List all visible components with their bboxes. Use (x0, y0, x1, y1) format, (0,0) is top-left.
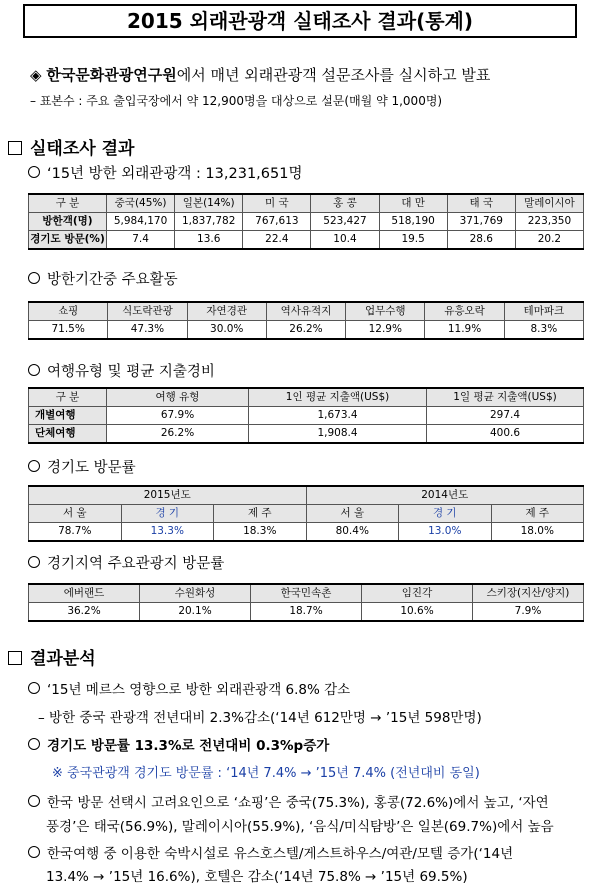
intro-text: 에서 매년 외래관광객 설문조사를 실시하고 발표 (176, 66, 491, 84)
table-row (29, 194, 584, 213)
table-cell: 767,613 (243, 213, 311, 231)
table-header: 한국민속촌 (251, 584, 362, 603)
table-row (29, 523, 584, 542)
table-header: 여행 유형 (107, 388, 249, 407)
intro-org: 한국문화관광연구원 (46, 66, 177, 84)
circle-bullet-icon (28, 166, 40, 178)
row-label: 개별여행 (29, 407, 107, 425)
table-header: 서 울 (29, 505, 122, 523)
table-header: 유흥오락 (425, 302, 504, 321)
visitors-line (28, 162, 302, 183)
row-label: 방한객(명) (29, 213, 107, 231)
section2-title: 결과분석 (30, 649, 96, 669)
table-cell: 5,984,170 (107, 213, 175, 231)
table-row (29, 486, 584, 505)
table-header: 자연경관 (187, 302, 266, 321)
table-cell: 1,673.4 (249, 407, 427, 425)
table-row (29, 505, 584, 523)
table-row (29, 231, 584, 250)
travel-line (28, 360, 215, 381)
analysis-item (28, 678, 350, 698)
table-cell: 371,769 (447, 213, 515, 231)
table-cell: 7.9% (473, 603, 584, 622)
table-cell: 22.4 (243, 231, 311, 250)
intro-line (30, 64, 490, 85)
spots-table (28, 583, 584, 622)
table-header: 대 만 (379, 194, 447, 213)
table-header: 쇼핑 (29, 302, 108, 321)
table-cell: 71.5% (29, 321, 108, 340)
spots-title: 경기지역 주요관광지 방문률 (47, 556, 225, 572)
circle-bullet-icon (28, 556, 40, 568)
table-cell: 67.9% (107, 407, 249, 425)
row-label: 경기도 방문(%) (29, 231, 107, 250)
circle-bullet-icon (28, 460, 40, 472)
table-cell: 13.6 (175, 231, 243, 250)
analysis-continuation: 13.4% → ’15년 16.6%), 호텔은 감소(‘14년 75.8% → ’15년 69.5%) (46, 869, 468, 885)
page-title: 2015 외래관광객 실태조사 결과(통계) (23, 4, 577, 38)
table-row (29, 321, 584, 340)
table-cell: 80.4% (306, 523, 399, 542)
table-header: 스키장(지산/양지) (473, 584, 584, 603)
circle-bullet-icon (28, 846, 40, 858)
circle-bullet-icon (28, 682, 40, 694)
circle-bullet-icon (28, 272, 40, 284)
circle-bullet-icon (28, 364, 40, 376)
table-header: 중국(45%) (107, 194, 175, 213)
table-cell: 36.2% (29, 603, 140, 622)
square-bullet-icon (8, 651, 22, 665)
table-cell: 8.3% (504, 321, 583, 340)
gyeonggi-line (28, 456, 136, 477)
table-cell: 1,908.4 (249, 425, 427, 444)
analysis-note: ※ 중국관광객 경기도 방문률 : ‘14년 7.4% → ’15년 7.4% (전년대비 동일) (52, 766, 480, 781)
table-cell: 13.3% (121, 523, 214, 542)
table-header: 2014년도 (306, 486, 584, 505)
intro-sample: – 표본수 : 주요 출입국장에서 약 12,900명을 대상으로 설문(매월 약 1,000명) (30, 94, 443, 108)
table-header: 경 기 (121, 505, 214, 523)
table-header: 테마파크 (504, 302, 583, 321)
table-header: 1일 평균 지출액(US$) (427, 388, 584, 407)
table-cell: 30.0% (187, 321, 266, 340)
table-header: 미 국 (243, 194, 311, 213)
table-row (29, 388, 584, 407)
table-cell: 400.6 (427, 425, 584, 444)
table-row (29, 213, 584, 231)
table-header: 경 기 (399, 505, 492, 523)
table-header: 제 주 (491, 505, 584, 523)
table-cell: 28.6 (447, 231, 515, 250)
table-header: 태 국 (447, 194, 515, 213)
table-row (29, 603, 584, 622)
table-cell: 223,350 (515, 213, 583, 231)
table-cell: 20.2 (515, 231, 583, 250)
activities-title: 방한기간중 주요활동 (47, 272, 178, 288)
table-cell: 78.7% (29, 523, 122, 542)
table-header: 제 주 (214, 505, 307, 523)
table-cell: 26.2% (266, 321, 345, 340)
table-header: 업무수행 (346, 302, 425, 321)
table-header: 임진각 (362, 584, 473, 603)
table-cell: 10.6% (362, 603, 473, 622)
analysis-text: 한국여행 중 이용한 숙박시설로 유스호스텔/게스트하우스/여관/모텔 증가(‘14년 (47, 846, 514, 862)
analysis-item (28, 791, 549, 811)
spots-line (28, 552, 224, 573)
table-header: 구 분 (29, 388, 107, 407)
table-cell: 20.1% (140, 603, 251, 622)
analysis-text: 한국 방문 선택시 고려요인으로 ‘쇼핑’은 중국(75.3%), 홍콩(72.6%)에서 높고, ‘자연 (47, 795, 549, 811)
analysis-text: 경기도 방문률 13.3%로 전년대비 0.3%p증가 (47, 738, 330, 754)
diamond-bullet-icon: ◈ (30, 66, 42, 84)
table-header: 2015년도 (29, 486, 307, 505)
activities-line (28, 268, 178, 289)
section2-heading (8, 644, 96, 669)
travel-table (28, 387, 584, 444)
table-cell: 7.4 (107, 231, 175, 250)
analysis-continuation: 풍경’은 태국(56.9%), 말레이시아(55.9%), ‘음식/미식탐방’은 일본(69.7%)에서 높음 (46, 819, 554, 835)
table-cell: 18.3% (214, 523, 307, 542)
table-header: 역사유적지 (266, 302, 345, 321)
table-cell: 18.7% (251, 603, 362, 622)
table-cell: 19.5 (379, 231, 447, 250)
table-header: 에버랜드 (29, 584, 140, 603)
table-cell: 12.9% (346, 321, 425, 340)
table-header: 일본(14%) (175, 194, 243, 213)
gyeonggi-title: 경기도 방문률 (47, 460, 136, 476)
table-row (29, 425, 584, 444)
table-header: 말레이시아 (515, 194, 583, 213)
table-cell: 47.3% (108, 321, 187, 340)
section1-heading (8, 134, 134, 159)
activities-table (28, 301, 584, 340)
table-cell: 1,837,782 (175, 213, 243, 231)
travel-title: 여행유형 및 평균 지출경비 (47, 364, 215, 380)
square-bullet-icon (8, 141, 22, 155)
table-header: 1인 평균 지출액(US$) (249, 388, 427, 407)
analysis-item (28, 842, 513, 862)
table-cell: 297.4 (427, 407, 584, 425)
gyeonggi-table (28, 485, 584, 542)
row-label: 단체여행 (29, 425, 107, 444)
table-cell: 18.0% (491, 523, 584, 542)
section1-title: 실태조사 결과 (30, 139, 135, 159)
table-header: 서 울 (306, 505, 399, 523)
table-header: 구 분 (29, 194, 107, 213)
analysis-subitem: – 방한 중국 관광객 전년대비 2.3%감소(‘14년 612만명 → ’15년 598만명) (38, 710, 482, 726)
table-row (29, 302, 584, 321)
table-cell: 13.0% (399, 523, 492, 542)
table-cell: 11.9% (425, 321, 504, 340)
table-cell: 10.4 (311, 231, 379, 250)
table-header: 식도락관광 (108, 302, 187, 321)
table-row (29, 584, 584, 603)
table-header: 수원화성 (140, 584, 251, 603)
table-header: 홍 콩 (311, 194, 379, 213)
circle-bullet-icon (28, 738, 40, 750)
visitors-text: ‘15년 방한 외래관광객 : 13,231,651명 (47, 166, 303, 182)
table-cell: 523,427 (311, 213, 379, 231)
analysis-item (28, 734, 329, 754)
analysis-text: ‘15년 메르스 영향으로 방한 외래관광객 6.8% 감소 (47, 682, 351, 698)
table-cell: 518,190 (379, 213, 447, 231)
circle-bullet-icon (28, 795, 40, 807)
table-row (29, 407, 584, 425)
table-cell: 26.2% (107, 425, 249, 444)
visitors-table (28, 193, 584, 250)
